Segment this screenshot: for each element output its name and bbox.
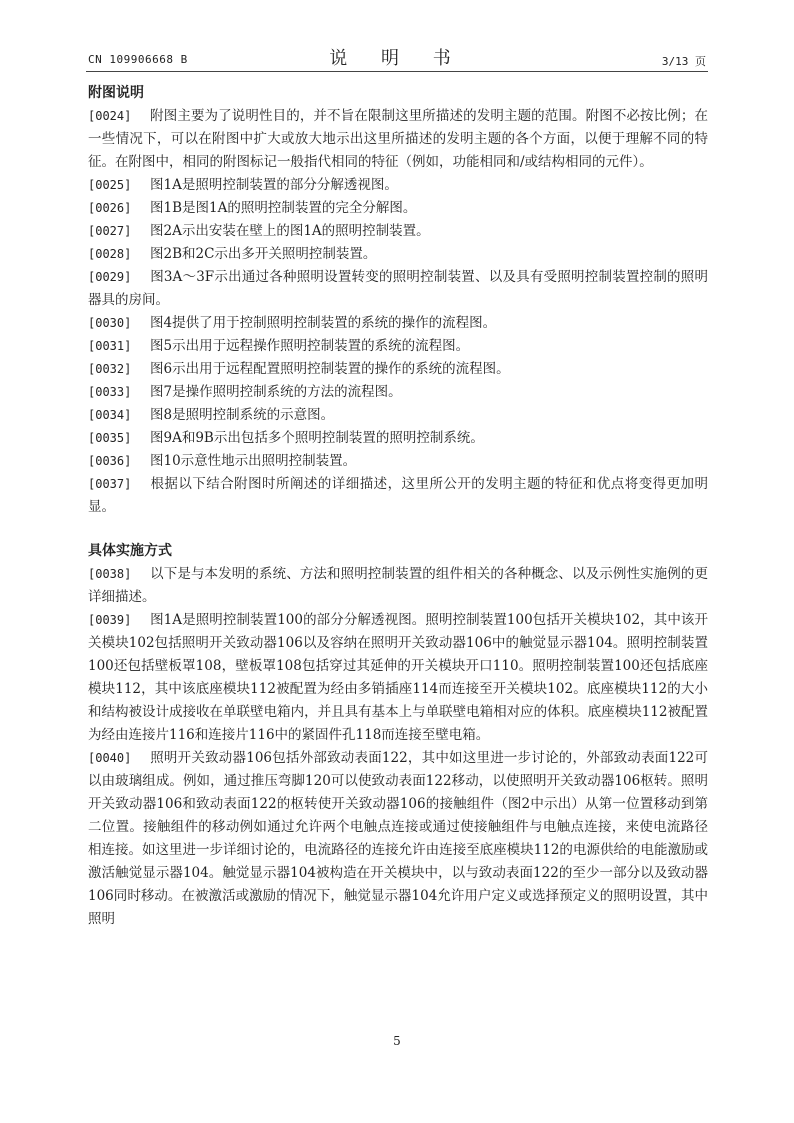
paragraph-text: 附图主要为了说明性目的，并不旨在限制这里所描述的发明主题的范围。附图不必按比例；在一些情况下，可以在附图中扩大或放大地示出这里所描述的发明主题的各个方面，以便于理解不同的特征。在附图中，相同的附图标记一般指代相同的特征（例如，功能相同和/或结构相同的元件）。 [88,108,708,170]
paragraph-number: [0035] [88,431,132,445]
paragraph-0034 [88,404,708,427]
paragraph-text: 图1B是图1A的照明控制装置的完全分解图。 [150,200,417,216]
paragraph-0029 [88,266,708,312]
paragraph-text: 图10示意性地示出照明控制装置。 [150,453,357,469]
paragraph-number: [0032] [88,362,132,376]
paragraph-0026 [88,197,708,220]
paragraph-0030 [88,312,708,335]
paragraph-text: 以下是与本发明的系统、方法和照明控制装置的组件相关的各种概念、以及示例性实施例的更详细描述。 [88,566,708,605]
paragraph-number: [0038] [88,567,132,581]
paragraph-text: 根据以下结合附图时所阐述的详细描述，这里所公开的发明主题的特征和优点将变得更加明显。 [88,476,708,515]
paragraph-number: [0030] [88,316,132,330]
section-heading-embodiments: 具体实施方式 [88,543,172,559]
paragraph-number: [0024] [88,109,132,123]
paragraph-text: 图1A是照明控制装置100的部分分解透视图。照明控制装置100包括开关模块102，其中该开关模块102包括照明开关致动器106以及容纳在照明开关致动器106中的触觉显示器104。照明控制装置100还包括壁板罩108，壁板罩108包括穿过其延伸的开关模块开口110。照明控制装置100还包括底座模块112，其中该底座模块112被配置为经由多销插座114而连接至开关模块102。底座模块112的大小和结构被设计成接收在单联壁电箱内，并且具有基本上与单联壁电箱相对应的体积。底座模块112被配置为经由连接片116和连接片116中的紧固件孔118而连接至壁电箱。 [88,612,708,743]
paragraph-text: 图5示出用于远程操作照明控制装置的系统的流程图。 [150,338,470,354]
document-body [88,82,708,931]
paragraph-text: 图3A～3F示出通过各种照明设置转变的照明控制装置、以及具有受照明控制装置控制的照明器具的房间。 [88,269,708,308]
paragraph-text: 图6示出用于远程配置照明控制装置的操作的系统的流程图。 [150,361,510,377]
paragraph-0025 [88,174,708,197]
paragraph-number: [0027] [88,224,132,238]
paragraph-0033 [88,381,708,404]
paragraph-text: 图8是照明控制系统的示意图。 [150,407,335,423]
paragraph-0038 [88,563,708,609]
paragraph-text: 图4提供了用于控制照明控制装置的系统的操作的流程图。 [150,315,497,331]
paragraph-number: [0026] [88,201,132,215]
paragraph-text: 图9A和9B示出包括多个照明控制装置的照明控制系统。 [150,430,484,446]
header-divider [86,71,708,72]
page-number: 5 [393,1034,401,1048]
document-title: 说 明 书 [329,48,465,69]
paragraph-0027 [88,220,708,243]
paragraph-number: [0025] [88,178,132,192]
paragraph-0032 [88,358,708,381]
paragraph-0035 [88,427,708,450]
paragraph-text: 图2A示出安装在壁上的图1A的照明控制装置。 [150,223,430,239]
paragraph-0036 [88,450,708,473]
paragraph-number: [0031] [88,339,132,353]
paragraph-number: [0039] [88,613,132,627]
paragraph-number: [0029] [88,270,132,284]
paragraph-number: [0040] [88,751,132,765]
paragraph-number: [0028] [88,247,132,261]
section-spacer [88,519,708,540]
paragraph-number: [0036] [88,454,132,468]
paragraph-text: 图2B和2C示出多开关照明控制装置。 [150,246,377,262]
paragraph-0028 [88,243,708,266]
paragraph-0037 [88,473,708,519]
paragraph-0040 [88,747,708,931]
section-heading-drawings: 附图说明 [88,85,144,101]
page-indicator: 3/13 页 [661,55,706,68]
paragraph-text: 图7是操作照明控制系统的方法的流程图。 [150,384,402,400]
paragraph-number: [0037] [88,477,132,491]
paragraph-0024 [88,105,708,174]
paragraph-text: 图1A是照明控制装置的部分分解透视图。 [150,177,398,193]
patent-number: CN 109906668 B [88,53,188,66]
paragraph-0031 [88,335,708,358]
paragraph-0039 [88,609,708,747]
paragraph-number: [0034] [88,408,132,422]
paragraph-text: 照明开关致动器106包括外部致动表面122，其中如这里进一步讨论的，外部致动表面122可以由玻璃组成。例如，通过推压弯脚120可以使致动表面122移动，以使照明开关致动器106枢转。照明开关致动器106和致动表面122的枢转使开关致动器106的接触组件（图2中示出）从第一位置移动到第二位置。接触组件的移动例如通过允许两个电触点连接或通过使接触组件与电触点连接，来使电流路径相连接。如这里进一步详细讨论的，电流路径的连接允许由连接至底座模块112的电源供给的电能激励或激活触觉显示器104。触觉显示器104被构造在开关模块中，以与致动表面122的至少一部分以及致动器106同时移动。在被激活或激励的情况下，触觉显示器104允许用户定义或选择预定义的照明设置，其中照明 [88,750,708,927]
paragraph-number: [0033] [88,385,132,399]
